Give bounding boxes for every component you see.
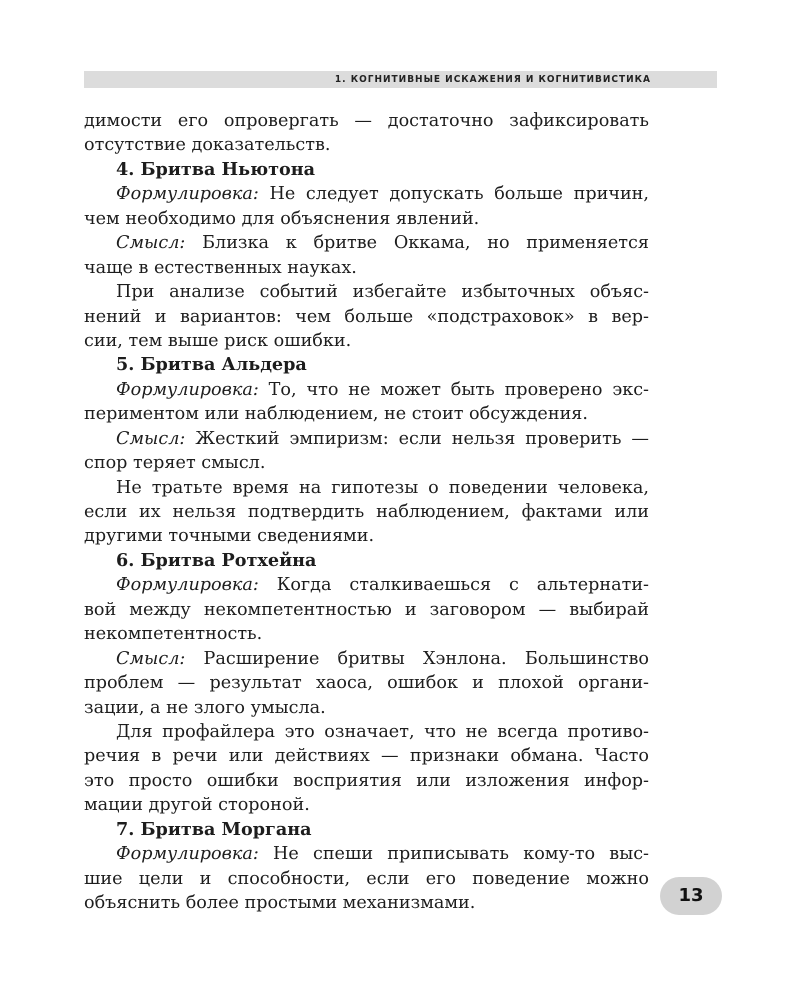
paragraph-line: Не тратьте время на гипотезы о поведении человека, [116,477,649,498]
paragraph-line: отсутствие доказательств. [84,135,331,156]
meaning-text: Близка к бритве Оккама, но применяется [185,233,649,254]
paragraph-line: нений и вариантов: чем больше «подстраховок» в вер- [84,306,649,327]
section-heading-alder: 5. Бритва Альдера [116,354,307,376]
formulation-text: Не спеши приписывать кому-то выс- [258,844,649,865]
formulation-label: Формулировка: [116,844,259,865]
formulation-line [84,378,649,402]
meaning-label: Смысл: [116,428,186,449]
formulation-label: Формулировка: [116,575,259,596]
paragraph-line: чаще в естественных науках. [84,257,357,278]
formulation-line [84,842,649,866]
running-header-title: 1. КОГНИТИВНЫЕ ИСКАЖЕНИЯ И КОГНИТИВИСТИКА [334,74,651,85]
paragraph-line: некомпетентность. [84,624,263,645]
paragraph-line: зации, а не злого умысла. [84,697,326,718]
paragraph-line: объяснить более простыми механизмами. [84,893,476,913]
meaning-line [84,427,649,451]
formulation-text: То, что не может быть проверено экс- [258,379,649,400]
paragraph-line: другими точными сведениями. [84,526,375,547]
paragraph-line: Для профайлера это означает, что не всегда противо- [116,721,649,742]
page-number: 13 [678,885,704,906]
formulation-text: Не следует допускать больше причин, [258,184,649,205]
section-heading-rothstein: 6. Бритва Ротхейна [116,549,317,571]
page-number-tab [660,877,722,915]
paragraph-line: спор теряет смысл. [84,453,266,474]
paragraph-line: периментом или наблюдением, не стоит обсуждения. [84,404,588,425]
paragraph-line: шие цели и способности, если его поведение можно [84,868,649,889]
paragraph-line: проблем — результат хаоса, ошибок и плохой органи- [84,673,649,694]
formulation-label: Формулировка: [116,184,259,205]
section-heading-morgan: 7. Бритва Моргана [116,818,312,840]
section-heading-newton: 4. Бритва Ньютона [116,158,316,180]
paragraph-line: мации другой стороной. [84,795,310,816]
meaning-text: Расширение бритвы Хэнлона. Большинство [185,648,649,669]
formulation-label: Формулировка: [116,379,259,400]
paragraph-line: сии, тем выше риск ошибки. [84,330,352,351]
paragraph-line: чем необходимо для объяснения явлений. [84,208,480,229]
formulation-text: Когда сталкиваешься с альтернати- [258,575,649,596]
paragraph-line: если их нельзя подтвердить наблюдением, фактами или [84,502,649,522]
paragraph-line: При анализе событий избегайте избыточных объяс- [116,282,649,303]
formulation-line [84,573,649,597]
page-body-text [84,109,649,915]
meaning-label: Смысл: [116,648,186,669]
paragraph-line: речия в речи или действиях — признаки обмана. Часто [84,746,649,767]
paragraph-line: димости его опровергать — достаточно зафиксировать [84,111,649,131]
meaning-line [84,231,649,255]
paragraph-line: вой между некомпетентностью и заговором — выбирай [84,599,649,620]
meaning-text: Жесткий эмпиризм: если нельзя проверить — [185,428,649,449]
running-header [84,71,717,88]
formulation-line [84,182,649,206]
meaning-label: Смысл: [116,233,186,254]
paragraph-line: это просто ошибки восприятия или изложения инфор- [84,770,649,791]
meaning-line [84,647,649,671]
